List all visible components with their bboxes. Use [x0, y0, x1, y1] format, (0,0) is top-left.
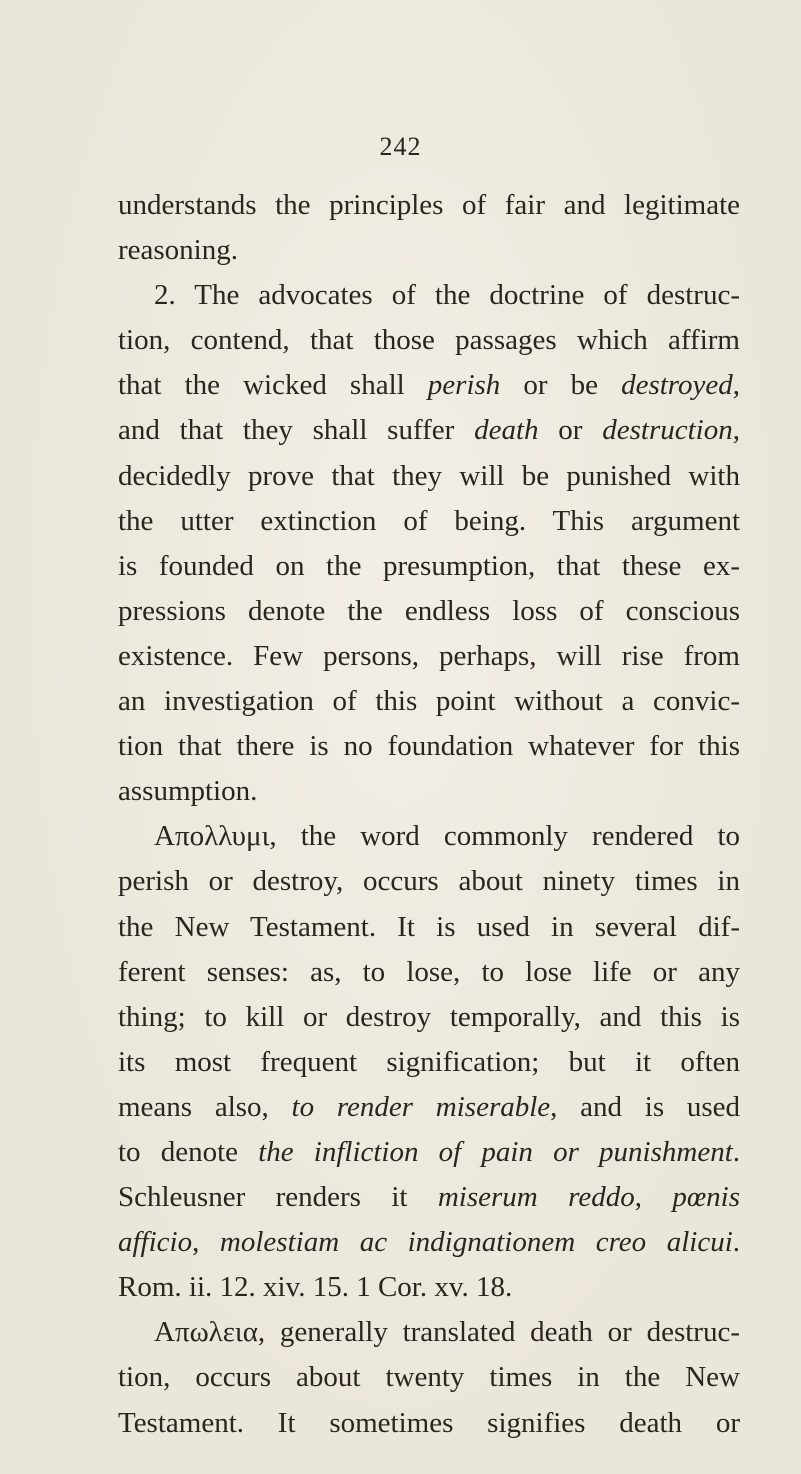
text-segment: is founded on the presumption, that these ex- [118, 549, 740, 582]
text-line [118, 1175, 740, 1220]
text-segment: its most frequent signification; but it often [118, 1045, 740, 1078]
text-segment: the New Testament. It is used in several dif- [118, 910, 740, 943]
text-segment: . [732, 1226, 741, 1259]
italic-text: afficio [118, 1226, 193, 1259]
text-segment: tion that there is no foundation whatever for this [118, 730, 740, 763]
text-segment: or [538, 414, 603, 447]
text-segment: , [732, 369, 740, 402]
text-segment: Rom. ii. 12. xiv. 15. 1 Cor. xv. 18. [118, 1271, 513, 1304]
text-segment: tion, occurs about twenty times in the New [118, 1361, 740, 1394]
text-segment: , [732, 414, 740, 447]
text-segment: assumption. [118, 775, 258, 808]
text-line [118, 1355, 740, 1400]
text-segment: existence. Few persons, perhaps, will rise from [118, 639, 740, 672]
text-line [118, 950, 740, 995]
text-line [118, 589, 740, 634]
text-segment: , [634, 1181, 673, 1214]
text-line [118, 183, 740, 228]
text-segment: tion, contend, that those passages which affirm [118, 324, 740, 357]
italic-text: miserum reddo [437, 1181, 635, 1214]
italic-text: perish [427, 369, 501, 402]
italic-text: the infliction of pain or punishment [258, 1135, 733, 1168]
text-segment: Απολλυμι, the word commonly rendered to [154, 820, 740, 853]
italic-text: destruction [602, 414, 733, 447]
text-line [118, 1040, 740, 1085]
text-segment: , [192, 1226, 220, 1259]
text-segment: means also, [118, 1090, 292, 1123]
text-line [118, 859, 740, 904]
text-line [118, 454, 740, 499]
text-line [118, 814, 740, 859]
text-line [118, 318, 740, 363]
italic-text: pœnis [672, 1181, 741, 1214]
text-line [118, 228, 740, 273]
text-line [118, 679, 740, 724]
text-segment: , and is used [550, 1090, 740, 1123]
italic-text: molestiam ac indignationem creo alicui [219, 1226, 733, 1259]
text-line [118, 273, 740, 318]
text-segment: that the wicked shall [118, 369, 428, 402]
text-line [118, 1130, 740, 1175]
page-number: 242 [379, 132, 422, 161]
text-line [118, 363, 740, 408]
text-line [118, 1310, 740, 1355]
italic-text: to render miserable [291, 1090, 551, 1123]
italic-text: destroyed [621, 369, 733, 402]
text-segment: to denote [118, 1135, 259, 1168]
text-segment: Testament. It sometimes signifies death or [118, 1406, 740, 1439]
text-segment: decidedly prove that they will be punished with [118, 459, 740, 492]
text-line [118, 995, 740, 1040]
text-segment: and that they shall suffer [118, 414, 475, 447]
text-line [118, 1085, 740, 1130]
text-line [118, 1220, 740, 1265]
italic-text: death [474, 414, 539, 447]
text-segment: Απωλεια, generally translated death or destruc- [154, 1316, 740, 1349]
text-segment: . [732, 1135, 740, 1168]
text-segment: the utter extinction of being. This argument [118, 504, 740, 537]
text-segment: understands the principles of fair and legitimate [118, 189, 740, 221]
text-segment: Schleusner renders it [118, 1181, 438, 1214]
text-line [118, 544, 740, 589]
text-line [118, 1265, 740, 1310]
text-segment: ferent senses: as, to lose, to lose life or any [118, 955, 740, 988]
text-line [118, 499, 740, 544]
text-line [118, 769, 740, 814]
text-segment: perish or destroy, occurs about ninety times in [118, 865, 740, 898]
text-line [118, 724, 740, 769]
body-text [118, 183, 740, 1446]
text-segment: thing; to kill or destroy temporally, and this is [118, 1000, 740, 1033]
text-line [118, 634, 740, 679]
text-line [118, 905, 740, 950]
text-segment: an investigation of this point without a convic- [118, 685, 740, 718]
text-segment: 2. The advocates of the doctrine of destruc- [154, 279, 740, 312]
text-segment: pressions denote the endless loss of conscious [118, 594, 740, 627]
text-line [118, 1401, 740, 1446]
text-line [118, 408, 740, 453]
text-segment: reasoning. [118, 234, 238, 267]
text-segment: or be [500, 369, 622, 402]
